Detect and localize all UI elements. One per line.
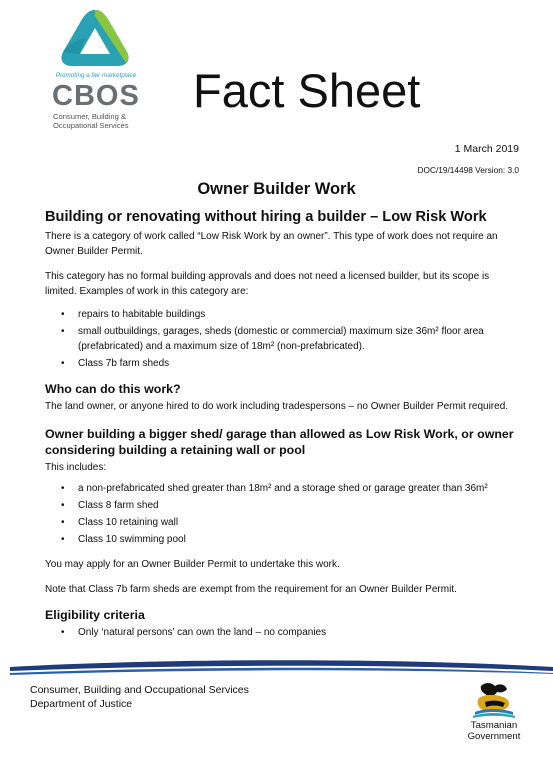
tasmanian-government-logo bbox=[455, 680, 533, 746]
footer-organisation bbox=[30, 683, 249, 711]
list-item-text: Class 10 swimming pool bbox=[78, 534, 186, 545]
paragraph: Note that Class 7b farm sheds are exempt from the requirement for an Owner Builder Permit. bbox=[45, 584, 457, 595]
bullet-icon: • bbox=[61, 326, 65, 337]
cbos-triangle-logo-icon bbox=[55, 6, 135, 70]
bullet-icon: • bbox=[61, 309, 65, 320]
footer-org-line1: Consumer, Building and Occupational Services bbox=[30, 684, 249, 696]
fact-sheet-title: Fact Sheet bbox=[193, 64, 421, 117]
government-wordmark bbox=[455, 720, 533, 742]
list-item bbox=[45, 324, 515, 354]
list-item-text: Only ‘natural persons’ can own the land – no companies bbox=[78, 627, 327, 638]
tasmanian-devil-icon bbox=[455, 680, 533, 720]
bullet-list bbox=[45, 307, 515, 371]
logo-subtitle bbox=[53, 112, 129, 130]
logo-subtitle-line2: Occupational Services bbox=[53, 121, 129, 130]
bullet-list bbox=[45, 625, 515, 640]
document-reference: DOC/19/14498 Version: 3.0 bbox=[417, 165, 519, 175]
bullet-icon: • bbox=[61, 483, 65, 494]
section-heading-eligibility: Eligibility criteria bbox=[45, 608, 145, 622]
bullet-icon: • bbox=[61, 517, 65, 528]
paragraph: You may apply for an Owner Builder Permit to undertake this work. bbox=[45, 559, 340, 570]
footer-org-line2: Department of Justice bbox=[30, 698, 133, 710]
logo-subtitle-line1: Consumer, Building & bbox=[53, 112, 127, 121]
section-heading-who-can-do: Who can do this work? bbox=[45, 382, 181, 396]
paragraph: There is a category of work called “Low Risk Work by an owner”. This type of work does not require an Owner Builder Permit. bbox=[45, 231, 498, 257]
paragraph: This category has no formal building approvals and does not need a licensed builder, but its scope is limited. Examples of work in this category are: bbox=[45, 271, 490, 297]
list-item bbox=[45, 515, 515, 530]
bullet-icon: • bbox=[61, 500, 65, 511]
list-item bbox=[45, 532, 515, 547]
section-heading-low-risk-work: Building or renovating without hiring a builder – Low Risk Work bbox=[45, 209, 487, 225]
bullet-icon: • bbox=[61, 358, 65, 369]
list-item-text: small outbuildings, garages, sheds (domestic or commercial) maximum size 36m² floor area (prefabricated) and a maximum size of 18m² (non-prefabricated). bbox=[78, 326, 484, 352]
list-item bbox=[45, 625, 515, 640]
list-item-text: Class 8 farm shed bbox=[78, 500, 159, 511]
gov-line1: Tasmanian bbox=[470, 720, 518, 731]
paragraph: This includes: bbox=[45, 462, 107, 473]
document-title: Owner Builder Work bbox=[197, 180, 356, 198]
list-item-text: a non-prefabricated shed greater than 18m² and a storage shed or garage greater than 36m² bbox=[78, 483, 488, 494]
gov-line2: Government bbox=[467, 731, 521, 742]
list-item bbox=[45, 307, 515, 322]
section-heading-bigger-shed: Owner building a bigger shed/ garage than allowed as Low Risk Work, or owner considering building a retaining wall or pool bbox=[45, 427, 514, 457]
list-item-text: Class 10 retaining wall bbox=[78, 517, 179, 528]
logo-wordmark: CBOS bbox=[52, 80, 140, 112]
document-body bbox=[45, 208, 515, 648]
logo-tagline: Promoting a fair marketplace bbox=[55, 72, 137, 79]
list-item-text: Class 7b farm sheds bbox=[78, 358, 170, 369]
bullet-icon: • bbox=[61, 627, 65, 638]
list-item-text: repairs to habitable buildings bbox=[78, 309, 206, 320]
list-item bbox=[45, 498, 515, 513]
bullet-list bbox=[45, 481, 515, 547]
list-item bbox=[45, 356, 515, 371]
publish-date: 1 March 2019 bbox=[454, 143, 519, 155]
cbos-logo bbox=[50, 6, 140, 134]
list-item bbox=[45, 481, 515, 496]
bullet-icon: • bbox=[61, 534, 65, 545]
paragraph: The land owner, or anyone hired to do work including tradespersons – no Owner Builder Permit required. bbox=[45, 401, 509, 412]
